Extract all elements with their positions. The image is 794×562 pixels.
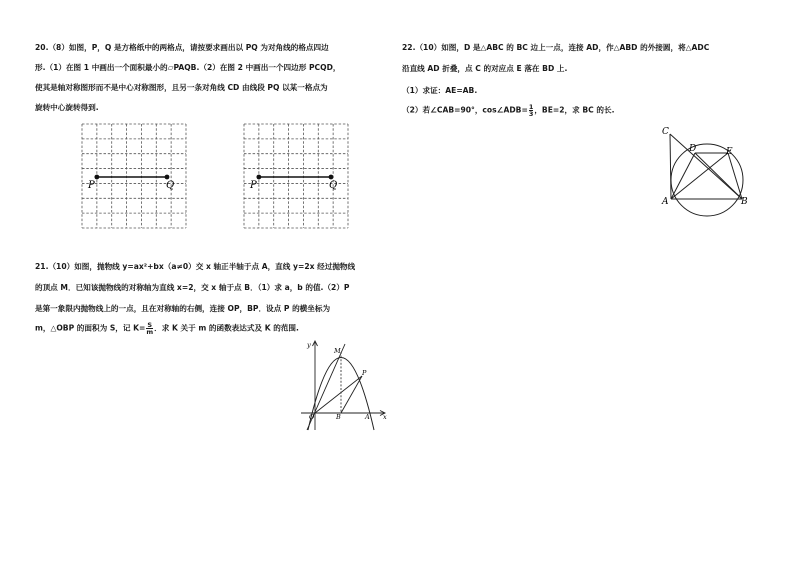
segment-bp — [341, 376, 362, 413]
svg-text:O: O — [309, 413, 315, 421]
grid-figure-1 — [80, 122, 188, 230]
svg-text:C: C — [662, 127, 669, 137]
svg-text:B: B — [741, 197, 748, 207]
circle-triangle-figure — [658, 122, 758, 227]
label-q: Q — [329, 180, 338, 191]
label-q: Q — [166, 180, 175, 191]
q20-line-3: 使其是轴对称图形而不是中心对称图形，且另一条对角线 CD 由线段 PQ 以某一格点为 — [35, 83, 328, 92]
q22-line-1: 22.（10）如图，D 是△ABC 的 BC 边上一点，连接 AD，作△ABD 的外接圆，将△ADC — [402, 43, 710, 52]
svg-text:x: x — [383, 413, 387, 421]
svg-text:E: E — [726, 147, 733, 157]
svg-text:D: D — [689, 144, 697, 154]
fraction-one-third: $\frac{1}{3}$ — [528, 103, 534, 118]
q21-line-1: 21.（10）如图，抛物线 y=ax²+bx（a≠0）交 x 轴正半轴于点 A，直线 y=2x 经过抛物线 — [35, 262, 356, 271]
q21-line-4: m，△OBP 的面积为 S，记 K= $\frac{S}{m}$ ．求 K 关于 m 的函数表达式及 K 的范围. — [35, 321, 299, 336]
q21-line-2: 的顶点 M．已知该抛物线的对称轴为直线 x=2，交 x 轴于点 B．（1）求 a，b 的值.（2）P — [35, 283, 350, 292]
point-q — [329, 175, 334, 180]
point-p — [94, 175, 99, 180]
q22-line-4: （2）若∠CAB=90°，cos∠ADB= $\frac{1}{3}$ ，BE=2，求 BC 的长. — [402, 103, 615, 118]
svg-text:A: A — [662, 197, 669, 207]
q22-line-2: 沿直线 AD 折叠，点 C 的对应点 E 落在 BD 上. — [402, 64, 568, 73]
q20-line-1: 20.（8）如图，P，Q 是方格纸中的两格点，请按要求画出以 PQ 为对角线的格点四边 — [35, 43, 329, 52]
svg-text:y: y — [307, 341, 311, 349]
label-p: P — [88, 180, 95, 191]
q22-line-3: （1）求证：AE=AB. — [402, 86, 478, 95]
q20-line-4: 旋转中心旋转得到. — [35, 103, 99, 112]
label-p: P — [250, 180, 257, 191]
fraction-s-over-m: $\frac{S}{m}$ — [146, 321, 154, 336]
point-q — [165, 175, 170, 180]
point-p — [256, 175, 261, 180]
svg-text:B: B — [336, 413, 341, 421]
q20-line-2: 形.（1）在图 1 中画出一个面积最小的▱PAQB.（2）在图 2 中画出一个四边形 PCQD， — [35, 63, 341, 72]
svg-text:P: P — [362, 369, 367, 377]
q21-line-3: 是第一象限内抛物线上的一点，且在对称轴的右侧，连接 OP，BP．设点 P 的横坐标为 — [35, 304, 331, 313]
svg-text:M: M — [334, 347, 341, 355]
grid-figure-2 — [242, 122, 350, 230]
svg-text:A: A — [365, 413, 370, 421]
parabola-figure — [295, 338, 390, 433]
